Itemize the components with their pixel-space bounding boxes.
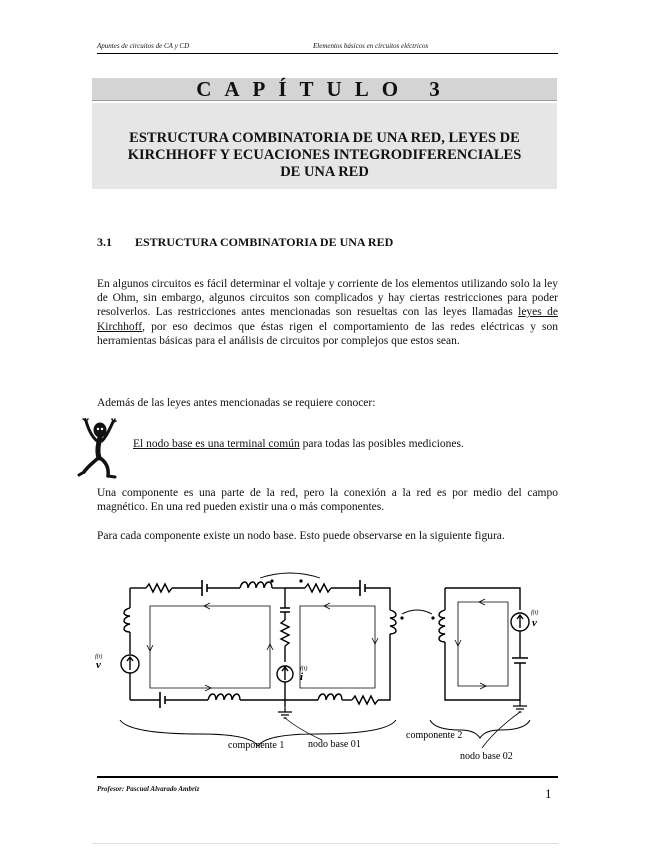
paragraph-intro [97,277,558,348]
chapter-subtitle-line: KIRCHHOFF Y ECUACIONES INTEGRODIFERENCIALES [127,147,522,163]
inductor-left [124,608,130,632]
chapter-subtitle-line: DE UNA RED [280,164,369,180]
page-edge [92,843,558,844]
componente-1-label: componente 1 [228,740,285,751]
inductor-bottom-1 [208,694,240,700]
fi-label: f(t) [300,666,308,672]
circuit-figure [90,570,540,765]
capacitor-top-1 [202,580,207,596]
chapter-subtitle [92,130,557,181]
chapter-title: CAPÍTULO 3 [196,77,453,101]
inductor-bottom-2 [318,694,342,700]
section-number: 3.1 [97,235,112,249]
nodo-base-02-label: nodo base 02 [460,751,513,762]
running-header-left: Apuntes de circuitos de CA y CD [97,42,190,50]
paragraph-text: , por eso decimos que éstas rigen el comportamiento de las redes eléctricas y son herramientas básicas para el análisis de circuitos por complejos que estos sean. [97,320,558,347]
resistor-top-1 [146,584,172,592]
i-label: i [300,671,304,683]
paragraph-component: Una componente es una parte de la red, pero la conexión a la red es por medio del campo magnético. En una red pueden existir una o más componentes. [97,487,558,514]
page-number: 1 [545,786,552,801]
dancing-figure-icon [76,418,124,480]
nodo-base-01-label: nodo base 01 [308,739,361,750]
running-header-center: Elementos básicos en circuitos eléctricos [313,42,429,50]
header-rule [97,53,558,54]
fv1-label: f(t) [95,654,103,660]
resistor-top-2 [305,584,331,592]
base-node-definition: El nodo base es una terminal común [133,438,300,450]
inductor-coupled-2 [439,610,445,642]
resistor-bottom [352,696,378,704]
footer-author: Profesor: Pascual Alvarado Ambriz [97,785,200,793]
v2-label: v [532,617,537,629]
resistor-middle [281,620,289,646]
inductor-top-1 [240,582,272,588]
chapter-subtitle-line: ESTRUCTURA COMBINATORIA DE UNA RED, LEYES DE [129,130,520,146]
fv2-label: f(t) [531,610,539,616]
componente-2-label: componente 2 [406,730,463,741]
inductor-coupled-1 [390,610,396,634]
paragraph-text: En algunos circuitos es fácil determinar el voltaje y corriente de los elementos utilizando solo la ley de Ohm, sin embargo, algunos circuitos son complicados y hay ciertas restricciones para poder resolverlos. Las restricciones antes mencionadas son resueltas con las leyes llamadas [97,278,558,319]
v1-label: v [96,659,101,671]
paragraph-figure-intro: Para cada componente existe un nodo base. Esto puede observarse en la siguiente figura. [97,530,505,542]
kirchhoff-link: leyes de Kirchhoff [97,306,559,333]
section-title: ESTRUCTURA COMBINATORIA DE UNA RED [135,235,394,249]
base-node-note-rest: para todas las posibles mediciones. [299,438,464,450]
footer-rule [97,776,558,778]
base-node-note [133,438,464,450]
paragraph-requirements: Además de las leyes antes mencionadas se requiere conocer: [97,397,376,409]
